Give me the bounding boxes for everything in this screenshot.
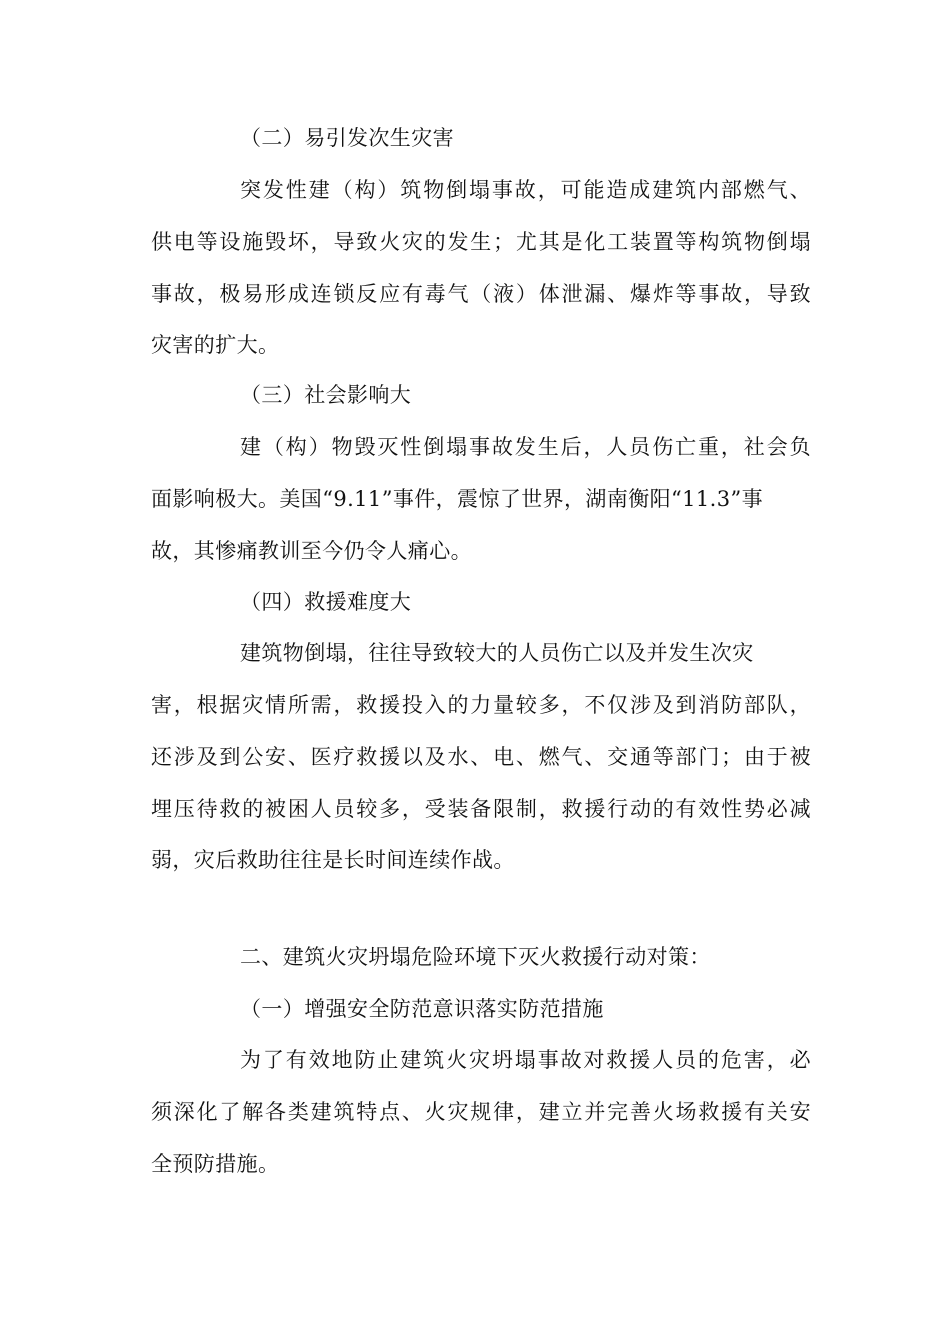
- subheading-safety-awareness: （一）增强安全防范意识落实防范措施: [240, 997, 604, 1021]
- section-heading-countermeasures: 二、建筑火灾坍塌危险环境下灭火救援行动对策：: [240, 945, 711, 969]
- paragraph-line: 还涉及到公安、医疗救援以及水、电、燃气、交通等部门；由于被: [151, 745, 811, 769]
- paragraph-line: 事故，极易形成连锁反应有毒气（液）体泄漏、爆炸等事故，导致: [151, 282, 811, 306]
- paragraph-line: 埋压待救的被困人员较多，受装备限制，救援行动的有效性势必减: [151, 797, 811, 821]
- paragraph-line: 面影响极大。美国“9.11”事件，震惊了世界，湖南衡阳“11.3”事: [151, 487, 764, 511]
- paragraph-line: 灾害的扩大。: [151, 333, 280, 357]
- subheading-rescue-difficulty: （四）救援难度大: [240, 590, 412, 614]
- subheading-social-impact: （三）社会影响大: [240, 383, 412, 407]
- paragraph-line: 故，其惨痛教训至今仍令人痛心。: [151, 539, 472, 563]
- paragraph-line: 害，根据灾情所需，救援投入的力量较多，不仅涉及到消防部队，: [151, 693, 811, 717]
- paragraph-line: 须深化了解各类建筑特点、火灾规律，建立并完善火场救援有关安: [151, 1100, 811, 1124]
- paragraph-line: 突发性建（构）筑物倒塌事故，可能造成建筑内部燃气、: [240, 178, 811, 202]
- paragraph-line: 弱，灾后救助往往是长时间连续作战。: [151, 848, 515, 872]
- paragraph-line: 为了有效地防止建筑火灾坍塌事故对救援人员的危害，必: [240, 1048, 811, 1072]
- paragraph-line: 建筑物倒塌，往往导致较大的人员伤亡以及并发生次灾: [240, 641, 754, 665]
- paragraph-line: 全预防措施。: [151, 1152, 280, 1176]
- paragraph-line: 供电等设施毁坏，导致火灾的发生；尤其是化工装置等构筑物倒塌: [151, 230, 811, 254]
- paragraph-line: 建（构）物毁灭性倒塌事故发生后，人员伤亡重，社会负: [240, 435, 811, 459]
- subheading-secondary-disaster: （二）易引发次生灾害: [240, 126, 454, 150]
